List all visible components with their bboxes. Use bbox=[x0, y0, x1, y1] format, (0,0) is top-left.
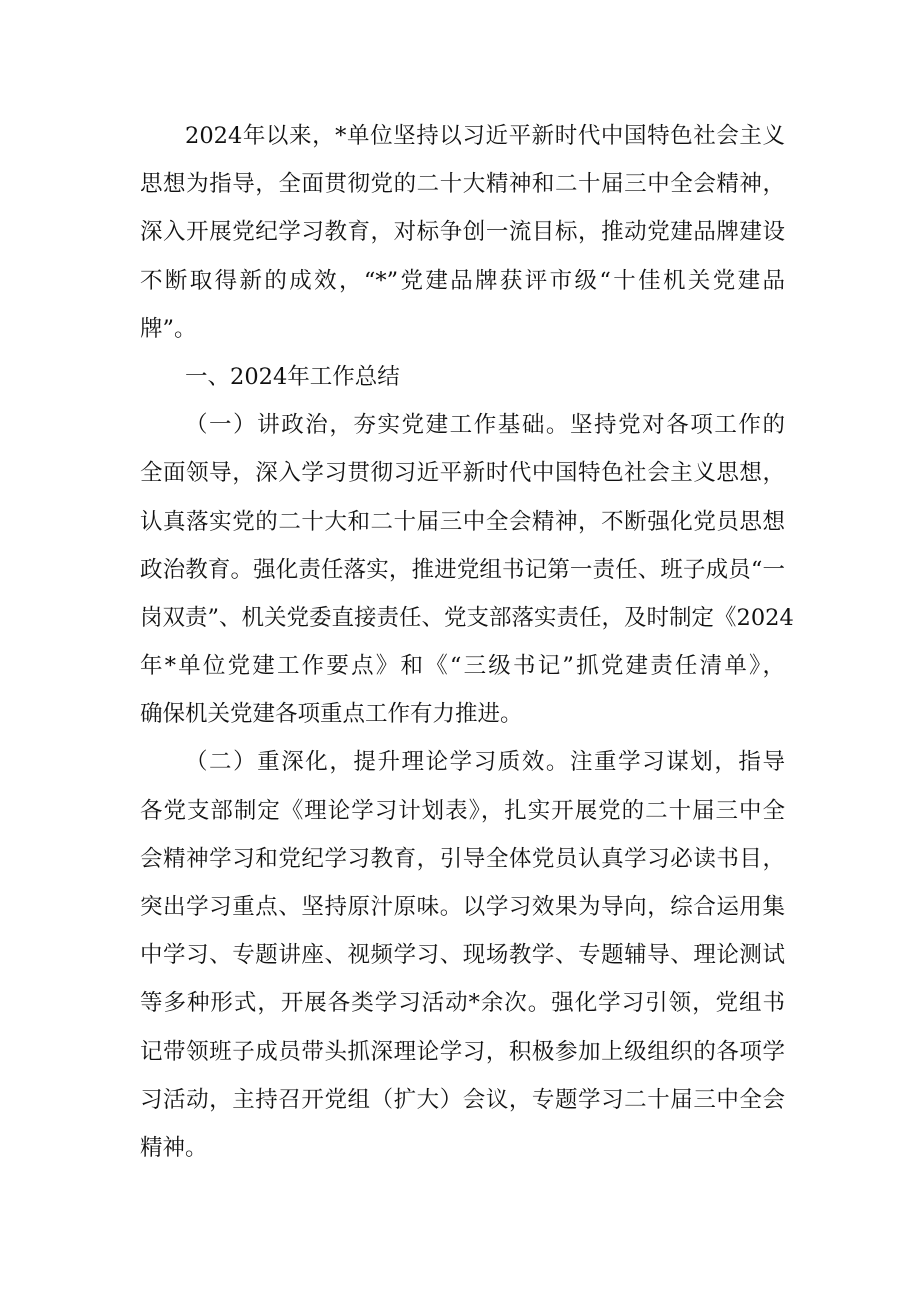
text-line: 精神。 bbox=[140, 1134, 208, 1161]
text-line: 全面领导，深入学习贯彻习近平新时代中国特色社会主义思想， bbox=[140, 460, 785, 487]
text-line: 会精神学习和党纪学习教育，引导全体党员认真学习必读书目， bbox=[140, 845, 785, 872]
text-line: 岗双责”、机关党委直接责任、党支部落实责任，及时制定《2024 bbox=[140, 604, 794, 631]
text-line: （二）重深化，提升理论学习质效。注重学习谋划，指导 bbox=[185, 749, 785, 776]
text-line: 认真落实党的二十大和二十届三中全会精神，不断强化党员思想 bbox=[140, 508, 785, 535]
intro-paragraph bbox=[140, 112, 785, 353]
text-line: 记带领班子成员带头抓深理论学习，积极参加上级组织的各项学 bbox=[140, 1038, 785, 1065]
text-line: 思想为指导，全面贯彻党的二十大精神和二十届三中全会精神， bbox=[140, 171, 785, 198]
text-line: 等多种形式，开展各类学习活动*余次。强化学习引领，党组书 bbox=[140, 990, 785, 1017]
text-line: 确保机关党建各项重点工作有力推进。 bbox=[140, 701, 523, 728]
text-line: 深入开展党纪学习教育，对标争创一流目标，推动党建品牌建设 bbox=[140, 219, 785, 246]
section-1-paragraph bbox=[140, 401, 794, 738]
text-line: （一）讲政治，夯实党建工作基础。坚持党对各项工作的 bbox=[185, 412, 785, 439]
text-line: 中学习、专题讲座、视频学习、现场教学、专题辅导、理论测试 bbox=[140, 942, 785, 969]
text-line: 年*单位党建工作要点》和《“三级书记”抓党建责任清单》， bbox=[140, 653, 785, 680]
text-line: 习活动，主持召开党组（扩大）会议，专题学习二十届三中全会 bbox=[140, 1086, 785, 1113]
text-line: 牌”。 bbox=[140, 315, 197, 342]
text-line: 政治教育。强化责任落实，推进党组书记第一责任、班子成员“一 bbox=[140, 556, 785, 583]
text-line: 突出学习重点、坚持原汁原味。以学习效果为导向，综合运用集 bbox=[140, 894, 785, 920]
section-2-paragraph bbox=[140, 738, 785, 1172]
text-line: 各党支部制定《理论学习计划表》，扎实开展党的二十届三中全 bbox=[140, 797, 785, 824]
document-body bbox=[140, 112, 794, 1172]
heading-text: 一、2024年工作总结 bbox=[185, 363, 400, 390]
text-line: 2024年以来，*单位坚持以习近平新时代中国特色社会主义 bbox=[185, 123, 785, 149]
section-heading bbox=[140, 353, 785, 401]
text-line: 不断取得新的成效，“*”党建品牌获评市级“十佳机关党建品 bbox=[140, 267, 785, 294]
